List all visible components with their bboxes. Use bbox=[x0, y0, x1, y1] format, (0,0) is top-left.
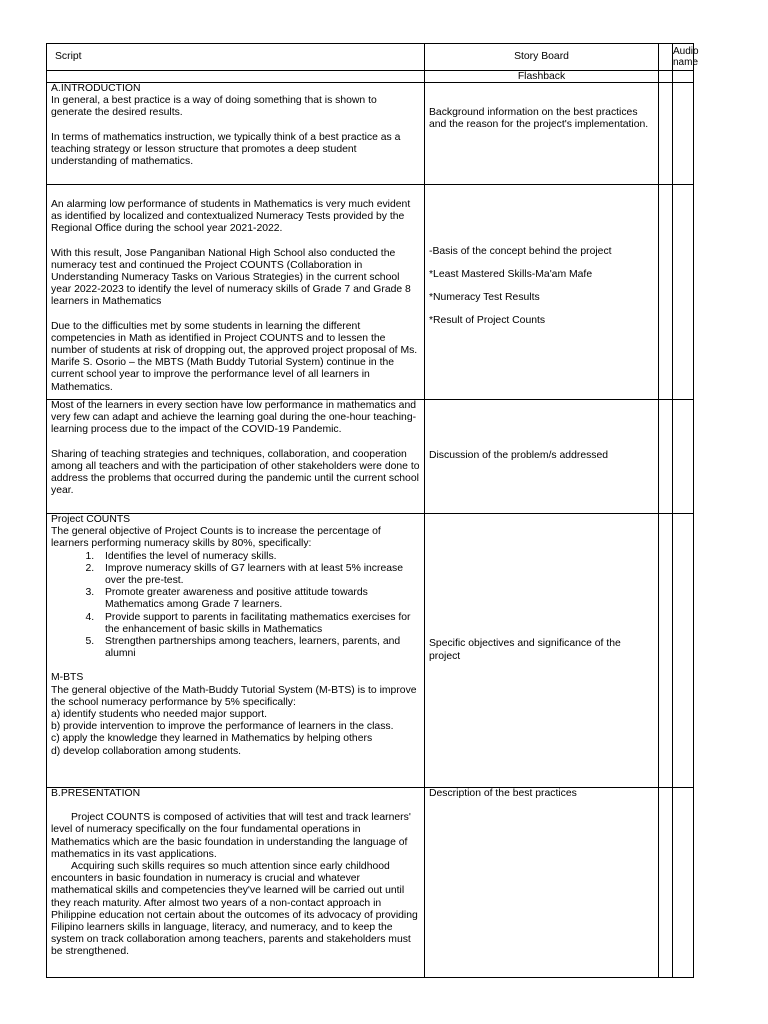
empty-cell bbox=[659, 514, 673, 788]
basis-row bbox=[47, 185, 694, 400]
basis-story-line: *Numeracy Test Results bbox=[429, 292, 540, 303]
basis-story-line: *Result of Project Counts bbox=[429, 315, 546, 327]
presentation-paragraph: Acquiring such skills requires so much attention since early childhood encounters in basic foundation in numeracy is crucial and whatever mathematical skills and competencies they've learned will be carried out until they reach maturity. After almost two years of a non-contact approach in Philippine education not certain about the outcomes of its advocacy of providing Filipino learners skills in language, literacy, and numeracy, and to keep the system on track collaboration among teachers, parents and stakeholders must be strengthened. bbox=[51, 861, 418, 958]
flashback-row bbox=[47, 71, 694, 83]
objectives-script-cell bbox=[47, 514, 425, 788]
mbts-item: a) identify students who needed major support. bbox=[51, 709, 268, 721]
empty-cell bbox=[673, 71, 694, 83]
objectives-row bbox=[47, 514, 694, 788]
counts-intro: The general objective of Project Counts is to increase the percentage of learners performing numeracy skills by 80%, specifically: bbox=[51, 526, 381, 550]
basis-paragraph: An alarming low performance of students in Mathematics is very much evident as identified by localized and contextualized Numeracy Tests provided by the Regional Office during the school year 2021-2022. bbox=[51, 199, 411, 235]
list-item: 3. Promote greater awareness and positive attitude towards Mathematics among Grade 7 learners. bbox=[97, 587, 420, 611]
empty-cell bbox=[659, 185, 673, 400]
presentation-paragraph: Project COUNTS is composed of activities that will test and track learners' level of numeracy specifically on the four fundamental operations in Mathematics which are the basic foundation in understanding the language of mathematics in its vast applications. bbox=[51, 812, 411, 860]
intro-story-cell bbox=[425, 83, 659, 185]
problem-story-cell bbox=[425, 400, 659, 514]
empty-cell bbox=[659, 400, 673, 514]
empty-cell bbox=[673, 83, 694, 185]
mbts-title: M-BTS bbox=[51, 672, 84, 684]
problem-row bbox=[47, 400, 694, 514]
basis-story-line: *Least Mastered Skills-Ma'am Mafe bbox=[429, 268, 593, 280]
problem-story-text: Discussion of the problem/s addressed bbox=[429, 450, 609, 462]
list-item: 2. Improve numeracy skills of G7 learners with at least 5% increase over the pre-test. bbox=[97, 563, 420, 587]
problem-script-cell bbox=[47, 400, 425, 514]
blank-header-cell bbox=[659, 44, 673, 71]
mbts-intro: The general objective of the Math-Buddy Tutorial System (M-BTS) is to improve the school numeracy performance by 5% specifically: bbox=[51, 684, 417, 708]
intro-row bbox=[47, 83, 694, 185]
intro-heading: A.INTRODUCTION bbox=[51, 83, 141, 94]
basis-script-cell bbox=[47, 185, 425, 400]
intro-story-text: Background information on the best practices and the reason for the project's implementation. bbox=[429, 107, 649, 131]
empty-cell bbox=[659, 788, 673, 978]
mbts-item: b) provide intervention to improve the performance of learners in the class. bbox=[51, 721, 394, 733]
script-header: Script bbox=[47, 44, 425, 71]
flashback-label: Flashback bbox=[425, 71, 659, 83]
empty-cell bbox=[659, 71, 673, 83]
mbts-item: c) apply the knowledge they learned in Mathematics by helping others bbox=[51, 733, 373, 745]
empty-cell bbox=[673, 788, 694, 978]
empty-cell bbox=[673, 185, 694, 400]
basis-paragraph: Due to the difficulties met by some students in learning the different competencies in Math as identified in Project COUNTS and to lessen the number of students at risk of dropping out, the approved project proposal of Ms. Marife S. Osorio – the MBTS (Math Buddy Tutorial System) continue in the current school year to improve the performance level of all learners in Mathematics. bbox=[51, 320, 418, 393]
empty-cell bbox=[673, 514, 694, 788]
header-row bbox=[47, 44, 694, 71]
list-item: 4. Provide support to parents in facilitating mathematics exercises for the enhancement of basic skills in Mathematics bbox=[97, 612, 420, 636]
empty-cell bbox=[673, 400, 694, 514]
counts-objectives-list bbox=[51, 551, 420, 661]
empty-cell bbox=[659, 83, 673, 185]
audio-name-header: Audio name bbox=[673, 44, 694, 71]
presentation-row bbox=[47, 788, 694, 978]
intro-script-cell bbox=[47, 83, 425, 185]
intro-paragraph: In general, a best practice is a way of doing something that is shown to generate the desired results. bbox=[51, 95, 377, 119]
problem-paragraph: Most of the learners in every section have low performance in mathematics and very few can adapt and achieve the learning goal during the one-hour teaching-learning process due to the impact of the COVID-19 Pandemic. bbox=[51, 400, 417, 436]
list-item: 1. Identifies the level of numeracy skills. bbox=[97, 551, 420, 563]
objectives-story-cell bbox=[425, 514, 659, 788]
presentation-story-text: Description of the best practices bbox=[429, 788, 577, 799]
objectives-story-text: Specific objectives and significance of the project bbox=[429, 638, 621, 662]
intro-paragraph: In terms of mathematics instruction, we typically think of a best practice as a teaching strategy or lesson structure that promotes a deep student understanding of mathematics. bbox=[51, 131, 401, 168]
basis-story-line: -Basis of the concept behind the project bbox=[429, 245, 612, 257]
presentation-heading: B.PRESENTATION bbox=[51, 788, 141, 799]
storyboard-table bbox=[46, 43, 699, 978]
presentation-story-cell bbox=[425, 788, 659, 978]
counts-title: Project COUNTS bbox=[51, 514, 131, 525]
basis-paragraph: With this result, Jose Panganiban National High School also conducted the numeracy test and continued the Project COUNTS (Collaboration in Understanding Numeracy Tasks on Various Strategies) in the current school year 2022-2023 to identify the level of numeracy skills of Grade 7 and Grade 8 learners in Mathematics bbox=[51, 247, 411, 308]
basis-story-cell bbox=[425, 185, 659, 400]
list-item: 5. Strengthen partnerships among teachers, learners, parents, and alumni bbox=[97, 636, 420, 660]
flashback-script-cell bbox=[47, 71, 425, 83]
story-board-header: Story Board bbox=[425, 44, 659, 71]
problem-paragraph: Sharing of teaching strategies and techniques, collaboration, and cooperation among all teachers and with the participation of other stakeholders were done to address the problems that occurred during the pandemic until the current school year. bbox=[51, 448, 420, 497]
presentation-script-cell bbox=[47, 788, 425, 978]
mbts-item: d) develop collaboration among students. bbox=[51, 745, 242, 757]
